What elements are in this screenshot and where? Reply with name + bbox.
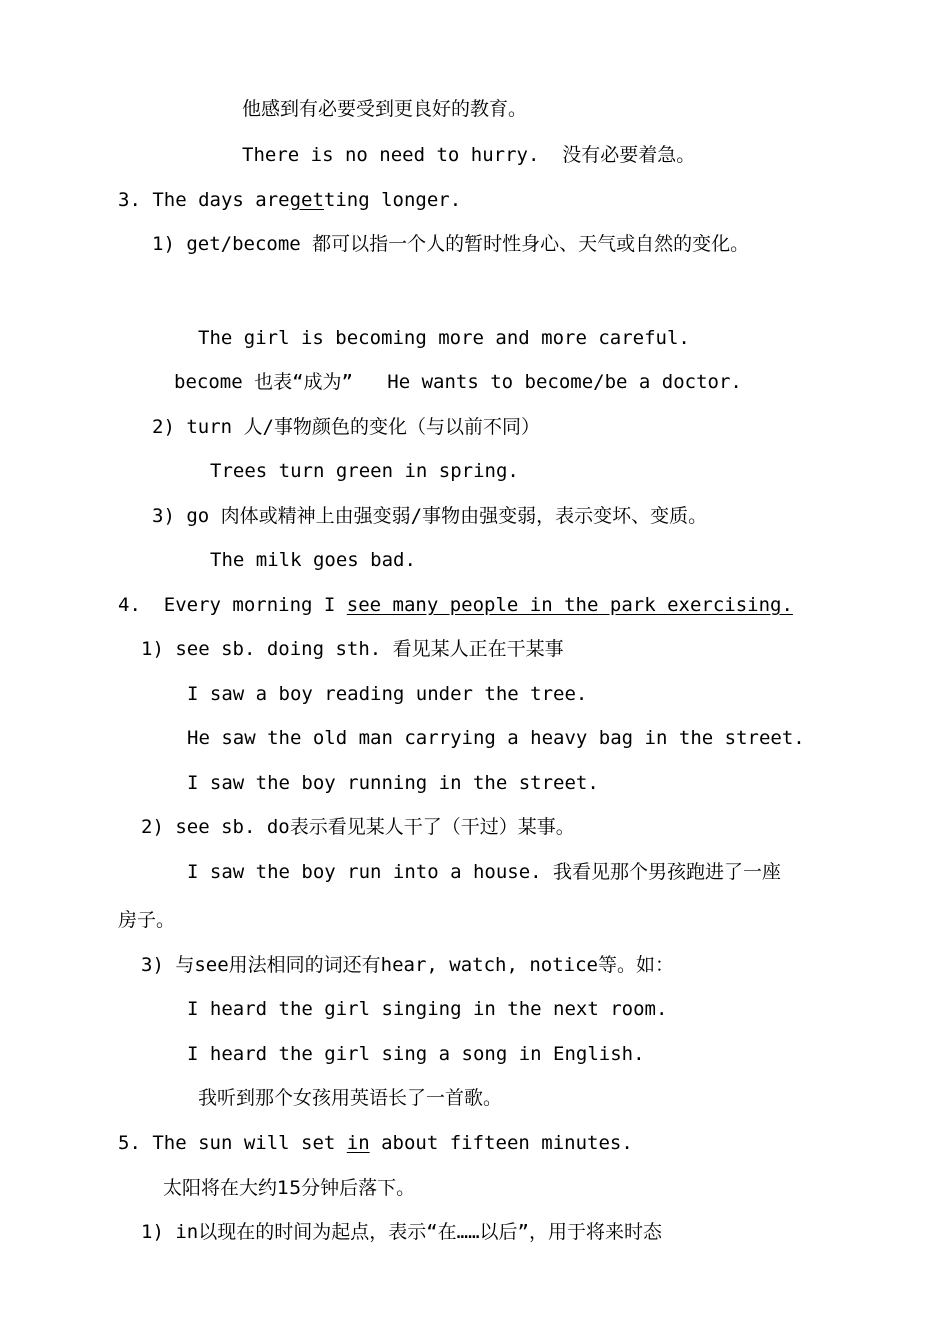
text-line: There is no need to hurry. 没有必要着急。 — [242, 144, 696, 166]
underlined-text: see many people in the park exercising. — [346, 594, 793, 616]
example-sentence: Trees turn green in spring. — [210, 460, 519, 482]
numbered-item-5 — [118, 1131, 633, 1155]
sub-point: 1) in以现在的时间为起点，表示“在……以后”，用于将来时态 — [141, 1221, 662, 1243]
text-line: 房子。 — [118, 909, 176, 931]
numbered-item-4 — [118, 593, 793, 617]
example-sentence: The girl is becoming more and more careful. — [198, 327, 690, 349]
underlined-text: in — [346, 1132, 370, 1154]
item-text: about fifteen minutes. — [369, 1132, 633, 1154]
sub-point: 1) see sb. doing sth. 看见某人正在干某事 — [141, 638, 564, 660]
item-text: ting longer. — [323, 189, 462, 211]
text-line: become 也表“成为” He wants to become/be a doctor. — [174, 371, 742, 393]
item-text: 5. The sun will set — [118, 1132, 347, 1154]
numbered-item-3 — [118, 188, 461, 212]
text-line: 他感到有必要受到更良好的教育。 — [242, 98, 528, 120]
sub-point: 2) turn 人/事物颜色的变化（与以前不同） — [152, 416, 540, 438]
translation: 太阳将在大约15分钟后落下。 — [163, 1177, 416, 1199]
translation: 我听到那个女孩用英语长了一首歌。 — [198, 1087, 503, 1109]
sub-point: 1) get/become 都可以指一个人的暂时性身心、天气或自然的变化。 — [152, 233, 750, 255]
sub-point: 3) 与see用法相同的词还有hear, watch, notice等。如： — [141, 954, 674, 976]
example-sentence: I saw the boy run into a house. 我看见那个男孩跑进了一座 — [187, 861, 782, 883]
example-sentence: He saw the old man carrying a heavy bag in the street. — [187, 727, 805, 749]
example-sentence: The milk goes bad. — [210, 549, 416, 571]
item-text: 3. The days are — [118, 189, 290, 211]
sub-point: 2) see sb. do表示看见某人干了（干过）某事。 — [141, 816, 575, 838]
underlined-text: get — [289, 189, 324, 211]
example-sentence: I saw a boy reading under the tree. — [187, 683, 588, 705]
example-sentence: I saw the boy running in the street. — [187, 772, 599, 794]
sub-point: 3) go 肉体或精神上由强变弱/事物由强变弱，表示变坏、变质。 — [152, 505, 708, 527]
example-sentence: I heard the girl sing a song in English. — [187, 1043, 645, 1065]
item-text: 4. Every morning I — [118, 594, 347, 616]
example-sentence: I heard the girl singing in the next room. — [187, 998, 668, 1020]
